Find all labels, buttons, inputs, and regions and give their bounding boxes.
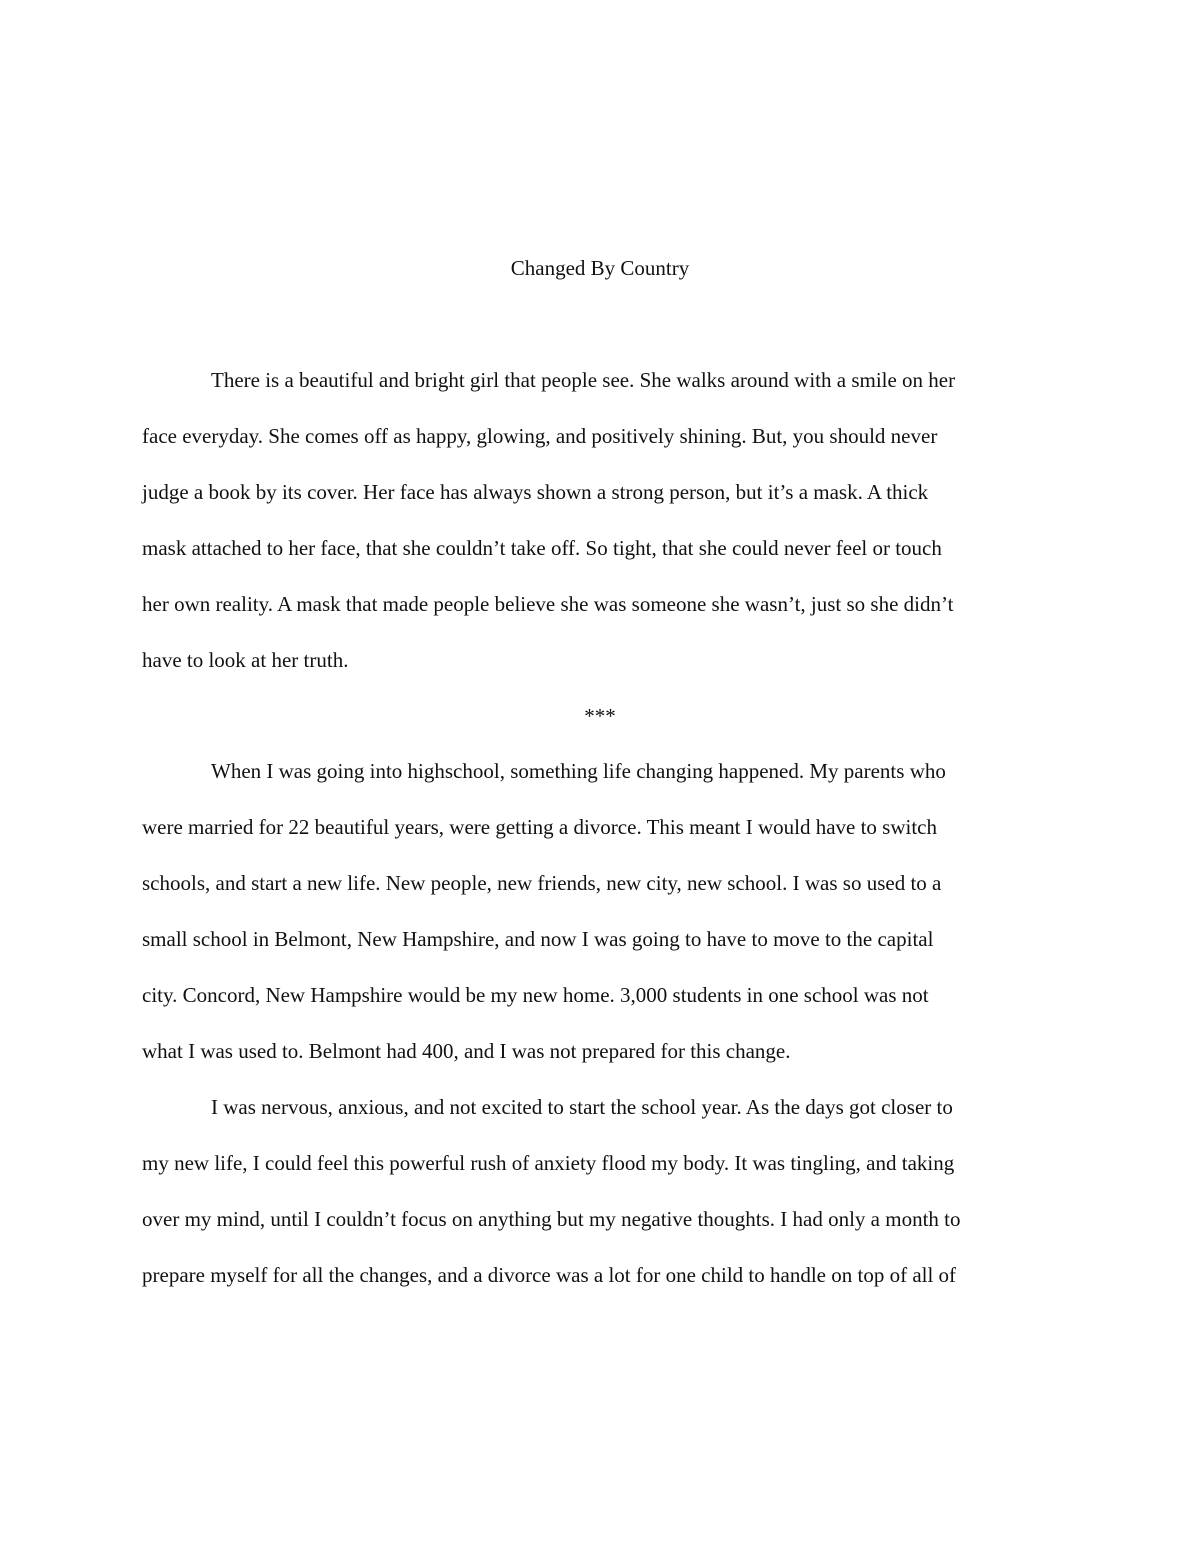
paragraph-3-line-3: over my mind, until I couldn’t focus on anything but my negative thoughts. I had only a month to [142,1207,961,1231]
paragraph-1-line-2: face everyday. She comes off as happy, glowing, and positively shining. But, you should never [142,424,938,448]
paragraph-2-line-1: When I was going into highschool, something life changing happened. My parents who [211,759,946,783]
paragraph-1-line-6: have to look at her truth. [142,648,349,672]
paragraph-1-line-4: mask attached to her face, that she couldn’t take off. So tight, that she could never feel or touch [142,536,942,560]
paragraph-3-line-2: my new life, I could feel this powerful rush of anxiety flood my body. It was tingling, and taking [142,1151,955,1175]
paragraph-2-line-5: city. Concord, New Hampshire would be my new home. 3,000 students in one school was not [142,983,929,1007]
paragraph-2-line-6: what I was used to. Belmont had 400, and I was not prepared for this change. [142,1039,791,1063]
paragraph-3-line-1: I was nervous, anxious, and not excited to start the school year. As the days got closer to [211,1095,953,1119]
paragraph-2-line-3: schools, and start a new life. New people, new friends, new city, new school. I was so used to a [142,871,942,895]
paragraph-2-line-4: small school in Belmont, New Hampshire, and now I was going to have to move to the capital [142,927,934,951]
paragraph-1-line-5: her own reality. A mask that made people believe she was someone she wasn’t, just so she didn’t [142,592,954,616]
page-title: Changed By Country [510,256,690,280]
scene-break: *** [584,704,616,728]
paragraph-1-line-1: There is a beautiful and bright girl that people see. She walks around with a smile on her [211,368,956,392]
paragraph-3-line-4: prepare myself for all the changes, and a divorce was a lot for one child to handle on top of all of [142,1263,957,1287]
paragraph-1-line-3: judge a book by its cover. Her face has always shown a strong person, but it’s a mask. A thick [142,480,929,504]
paragraph-2-line-2: were married for 22 beautiful years, were getting a divorce. This meant I would have to switch [142,815,938,839]
